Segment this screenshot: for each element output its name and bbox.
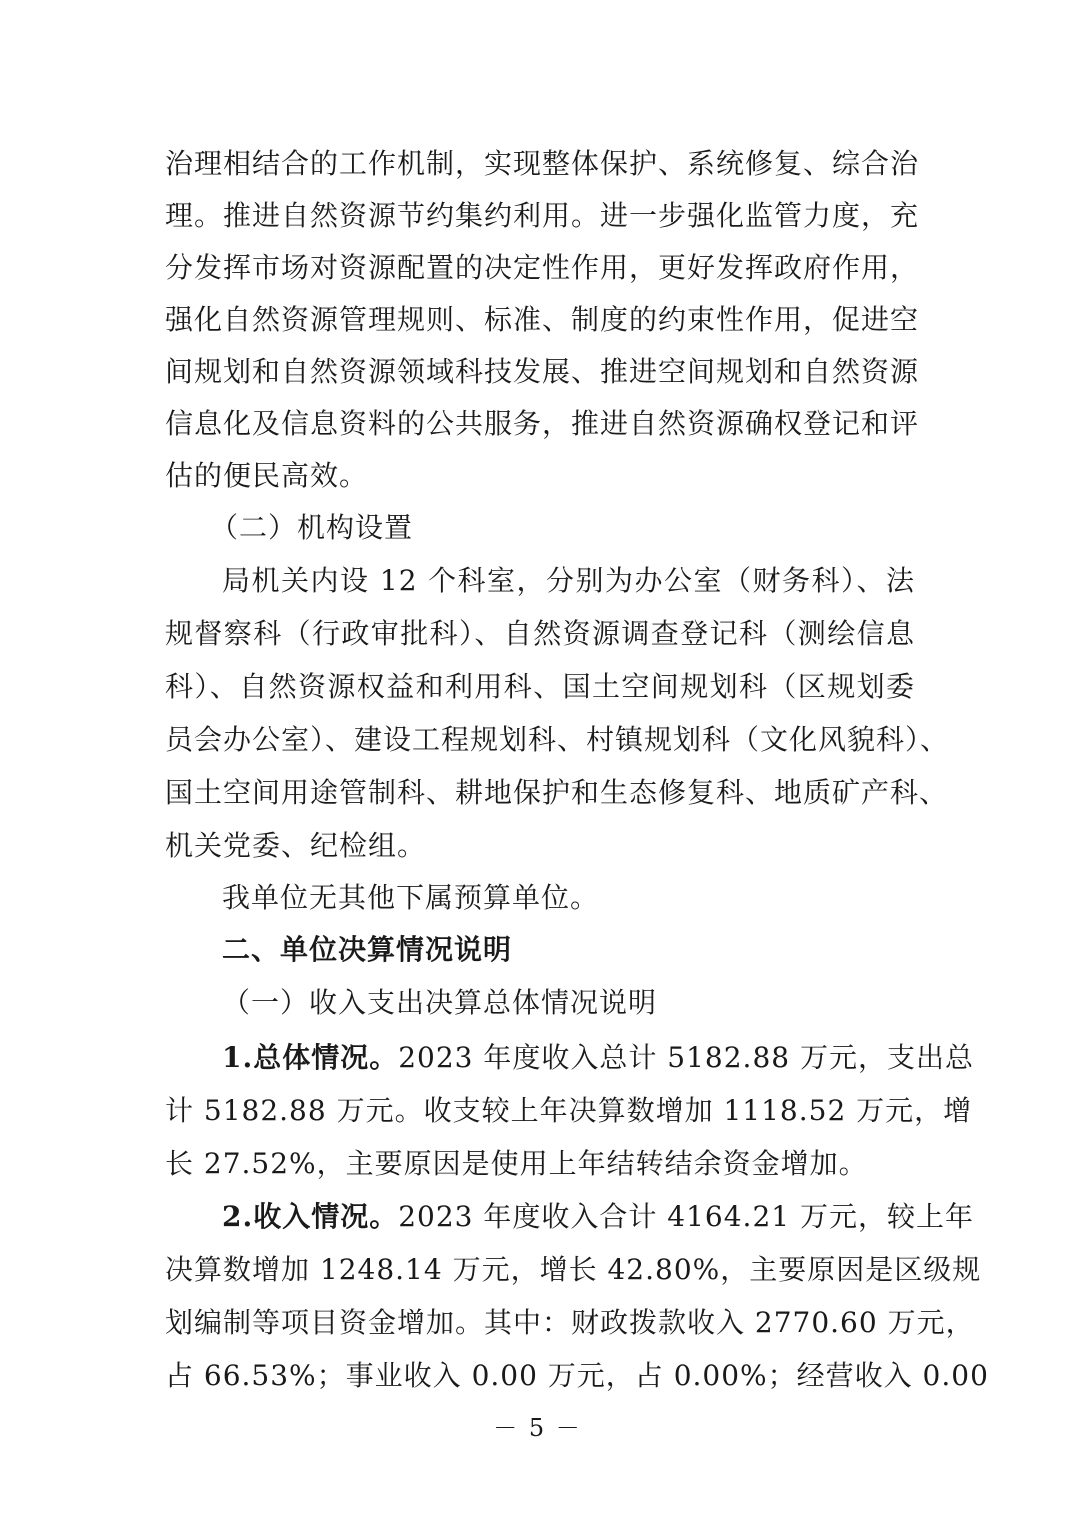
- section-heading-two: 二、单位决算情况说明: [222, 933, 513, 966]
- item-2-text: 2023 年度收入合计 4164.21 万元，较上年: [398, 1200, 974, 1233]
- paragraph-line: 分发挥市场对资源配置的决定性作用，更好发挥政府作用，: [165, 251, 920, 284]
- item-2-first-line: [222, 1197, 974, 1237]
- paragraph-line: 占 66.53%；事业收入 0.00 万元，占 0.00%；经营收入 0.00: [165, 1359, 989, 1392]
- paragraph-line: 估的便民高效。: [165, 459, 369, 492]
- paragraph-line: 机关党委、纪检组。: [165, 829, 427, 862]
- paragraph-line: 划编制等项目资金增加。其中：财政拨款收入 2770.60 万元，: [165, 1306, 975, 1339]
- paragraph-line: 国土空间用途管制科、耕地保护和生态修复科、地质矿产科、: [165, 776, 949, 809]
- paragraph-line: 长 27.52%，主要原因是使用上年结转结余资金增加。: [165, 1147, 868, 1180]
- paragraph-line: 强化自然资源管理规则、标准、制度的约束性作用，促进空: [165, 303, 920, 336]
- paragraph-line: 间规划和自然资源领域科技发展、推进空间规划和自然资源: [165, 355, 920, 388]
- paragraph-line: 规督察科（行政审批科）、自然资源调查登记科（测绘信息: [165, 617, 915, 650]
- paragraph-note: 我单位无其他下属预算单位。: [222, 881, 600, 914]
- paragraph-line: 局机关内设 12 个科室，分别为办公室（财务科）、法: [222, 564, 915, 597]
- paragraph-line: 决算数增加 1248.14 万元，增长 42.80%，主要原因是区级规: [165, 1253, 982, 1286]
- paragraph-line: 信息化及信息资料的公共服务，推进自然资源确权登记和评: [165, 407, 920, 440]
- section-heading-org: （二）机构设置: [210, 511, 414, 544]
- page-number: － 5 －: [493, 1414, 582, 1442]
- paragraph-line: 治理相结合的工作机制，实现整体保护、系统修复、综合治: [165, 147, 920, 180]
- paragraph-line: 员会办公室）、建设工程规划科、村镇规划科（文化风貌科）、: [165, 723, 950, 756]
- item-2-label: 2.收入情况。: [222, 1200, 399, 1233]
- paragraph-line: 计 5182.88 万元。收支较上年决算数增加 1118.52 万元，增: [165, 1094, 973, 1127]
- paragraph-line: 科）、自然资源权益和利用科、国土空间规划科（区规划委: [165, 670, 915, 703]
- item-1-first-line: [222, 1038, 974, 1078]
- item-1-text: 2023 年度收入总计 5182.88 万元，支出总: [398, 1041, 974, 1074]
- sub-heading-overview: （一）收入支出决算总体情况说明: [222, 986, 658, 1019]
- item-1-label: 1.总体情况。: [222, 1041, 399, 1074]
- paragraph-line: 理。推进自然资源节约集约利用。进一步强化监管力度，充: [165, 199, 920, 232]
